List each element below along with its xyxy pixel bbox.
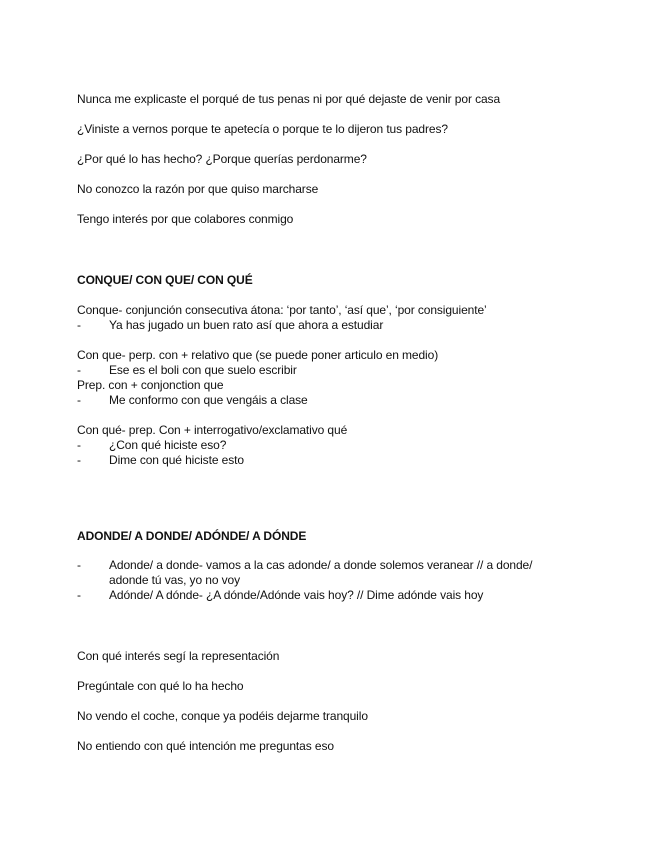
intro-line-3: ¿Por qué lo has hecho? ¿Porque querías perdonarme?	[77, 152, 367, 166]
prep-example: Me conformo con que vengáis a clase	[109, 393, 308, 407]
section-heading-adonde: ADONDE/ A DONDE/ ADÓNDE/ A DÓNDE	[77, 529, 307, 543]
intro-line-5: Tengo interés por que colabores conmigo	[77, 212, 294, 226]
closing-line-2: Pregúntale con qué lo ha hecho	[77, 679, 244, 693]
con-que-interrogative-definition: Con qué- prep. Con + interrogativo/exclamativo qué	[77, 423, 348, 437]
conque-example: Ya has jugado un buen rato así que ahora a estudiar	[109, 318, 384, 332]
conque-definition: Conque- conjunción consecutiva átona: ‘por tanto’, ‘así que’, ‘por consiguiente’	[77, 303, 487, 317]
list-dash: -	[77, 438, 81, 452]
closing-line-1: Con qué interés segí la representación	[77, 649, 280, 663]
intro-line-2: ¿Viniste a vernos porque te apetecía o porque te lo dijeron tus padres?	[77, 122, 448, 136]
con-que-interrogative-example-2: Dime con qué hiciste esto	[109, 453, 244, 467]
list-dash: -	[77, 393, 81, 407]
adonde-item-line-2: adonde tú vas, yo no voy	[109, 573, 241, 587]
list-dash: -	[77, 318, 81, 332]
con-que-example: Ese es el boli con que suelo escribir	[109, 363, 297, 377]
con-que-interrogative-example-1: ¿Con qué hiciste eso?	[109, 438, 227, 452]
closing-line-4: No entiendo con qué intención me preguntas eso	[77, 739, 334, 753]
con-que-definition: Con que- perp. con + relativo que (se puede poner articulo en medio)	[77, 348, 439, 362]
list-dash: -	[77, 588, 81, 602]
adonde-item-line-1: Adonde/ a donde- vamos a la cas adonde/ a donde solemos veranear // a donde/	[109, 558, 533, 572]
closing-line-3: No vendo el coche, conque ya podéis dejarme tranquilo	[77, 709, 368, 723]
section-heading-conque: CONQUE/ CON QUE/ CON QUÉ	[77, 273, 253, 287]
adonde-item-2: Adónde/ A dónde- ¿A dónde/Adónde vais hoy? // Dime adónde vais hoy	[109, 588, 484, 602]
list-dash: -	[77, 363, 81, 377]
list-dash: -	[77, 453, 81, 467]
list-dash: -	[77, 558, 81, 572]
prep-definition: Prep. con + conjonction que	[77, 378, 224, 392]
intro-line-4: No conozco la razón por que quiso marcharse	[77, 182, 319, 196]
intro-line-1: Nunca me explicaste el porqué de tus penas ni por qué dejaste de venir por casa	[77, 92, 501, 106]
